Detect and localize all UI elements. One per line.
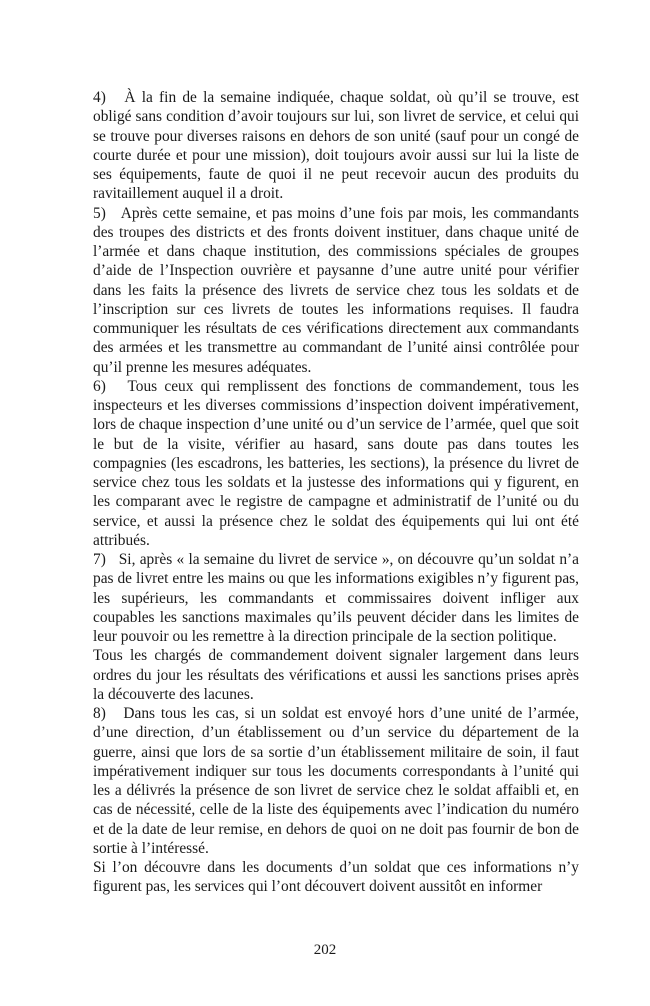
body-text — [93, 88, 579, 897]
paragraph-item-6: 6) Tous ceux qui remplissent des fonctions de commandement, tous les inspecteurs et les diverses commissions d’inspection doivent impérativement, lors de chaque inspection d’une unité ou d’un service de l’armée, quel que soit le but de la visite, vérifier au hasard, sans doute pas dans toutes les compagnies (les escadrons, les batteries, les sections), la présence du livret de service chez tous les soldats et la justesse des informations qui y figurent, en les comparant avec le registre de campagne et administratif de l’unité ou du service, et aussi la présence chez le soldat des équipements qui lui ont été attribués. — [93, 377, 579, 549]
paragraph-item-8: 8) Dans tous les cas, si un soldat est envoyé hors d’une unité de l’armée, d’une direction, d’un établissement ou d’un service du département de la guerre, ainsi que lors de sa sortie d’un établissement militaire de soin, il faut impérativement indiquer sur tous les documents correspondants à l’unité qui les a délivrés la présence de son livret de service chez le soldat affaibli et, en cas de nécessité, celle de la liste des équipements avec l’indication du numéro et de la date de leur remise, en dehors de quoi on ne doit pas fournir de bon de sortie à l’intéressé. — [93, 705, 579, 857]
paragraph-item-5: 5) Après cette semaine, et pas moins d’une fois par mois, les commandants des troupes des districts et des fronts doivent instituer, dans chaque unité de l’armée et dans chaque institution, des commissions spéciales de groupes d’aide de l’Inspection ouvrière et paysanne d’une autre unité pour vérifier dans les faits la présence des livrets de service chez tous les soldats et de l’inscription sur ces livrets de toutes les informations requises. Il faudra communiquer les résultats de ces vérifications directement aux commandants des armées et les transmettre au commandant de l’unité ainsi contrôlée pour qu’il prenne les mesures adéquates. — [93, 204, 579, 376]
paragraph-item-7: 7) Si, après « la semaine du livret de service », on découvre qu’un soldat n’a pas de livret entre les mains ou que les informations exigibles n’y figurent pas, les supérieurs, les commandants et commissaires doivent infliger aux coupables les sanctions maximales qu’ils peuvent décider dans les limites de leur pouvoir ou les remettre à la direction principale de la section politique. — [93, 551, 579, 645]
paragraph-item-4: 4) À la fin de la semaine indiquée, chaque soldat, où qu’il se trouve, est obligé sans condition d’avoir toujours sur lui, son livret de service, et celui qui se trouve pour diverses raisons en dehors de son unité (sauf pour un congé de courte durée et pour une mission), doit toujours avoir aussi sur lui la liste de ses équipements, faute de quoi il ne peut recevoir aucun des produits du ravitaillement auquel il a droit. — [93, 89, 579, 203]
paragraph-commandement: Tous les chargés de commandement doivent signaler largement dans leurs ordres du jour les résultats des vérifications et aussi les sanctions prises après la découverte des lacunes. — [93, 647, 579, 703]
paragraph-documents: Si l’on découvre dans les documents d’un soldat que ces informations n’y figurent pas, les services qui l’ont découvert doivent aussitôt en informer — [93, 859, 579, 896]
page-number: 202 — [313, 942, 337, 958]
